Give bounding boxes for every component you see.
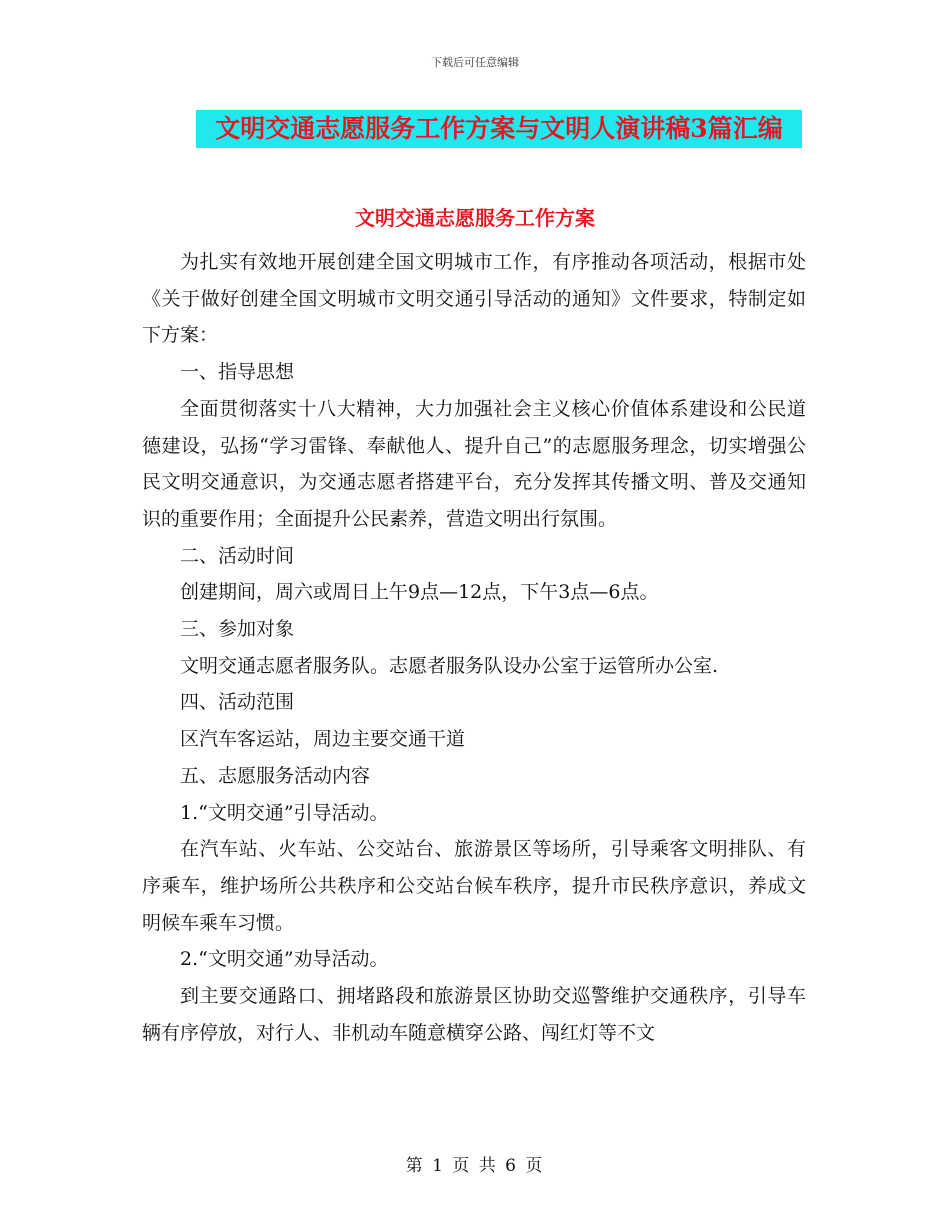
paragraph-activity-time: 创建期间，周六或周日上午9点—12点，下午3点—6点。: [180, 581, 659, 604]
heading-guiding-thought: 一、指导思想: [180, 361, 295, 384]
heading-participants: 三、参加对象: [180, 618, 295, 641]
page-footer: 第 1 页 共 6 页: [405, 1156, 545, 1176]
section-title: 文明交通志愿服务工作方案: [355, 206, 595, 230]
paragraph-persuasion-activity: 到主要交通路口、拥堵路段和旅游景区协助交巡警维护交通秩序，引导车辆有序停放，对行人、非机动车随意横穿公路、闯红灯等不文: [142, 985, 806, 1044]
subheading-persuasion-activity: 2.“文明交通”劝导活动。: [180, 948, 389, 971]
heading-activity-scope: 四、活动范围: [180, 691, 295, 714]
paragraph-guiding-thought: 全面贯彻落实十八大精神，大力加强社会主义核心价值体系建设和公民道德建设，弘扬“学习雷锋、奉献他人、提升自己”的志愿服务理念，切实增强公民文明交通意识，为交通志愿者搭建平台，充分发挥其传播文明、普及交通知识的重要作用；全面提升公民素养，营造文明出行氛围。: [142, 397, 806, 530]
paragraph-activity-scope: 区汽车客运站，周边主要交通干道: [180, 728, 466, 751]
heading-service-content: 五、志愿服务活动内容: [180, 764, 371, 787]
heading-activity-time: 二、活动时间: [180, 544, 295, 567]
paragraph-participants: 文明交通志愿者服务队。志愿者服务队设办公室于运管所办公室.: [180, 654, 719, 677]
page-header-note: 下载后可任意编辑: [431, 56, 519, 69]
subheading-guidance-activity: 1.“文明交通”引导活动。: [180, 801, 389, 824]
document-main-title: 文明交通志愿服务工作方案与文明人演讲稿3篇汇编: [196, 110, 802, 148]
paragraph-guidance-activity: 在汽车站、火车站、公交站台、旅游景区等场所，引导乘客文明排队、有序乘车，维护场所公共秩序和公交站台候车秩序，提升市民秩序意识，养成文明候车乘车习惯。: [142, 838, 806, 934]
document-body: [142, 244, 806, 1051]
paragraph-intro: 为扎实有效地开展创建全国文明城市工作，有序推动各项活动，根据市处《关于做好创建全国文明城市文明交通引导活动的通知》文件要求，特制定如下方案：: [142, 251, 806, 347]
